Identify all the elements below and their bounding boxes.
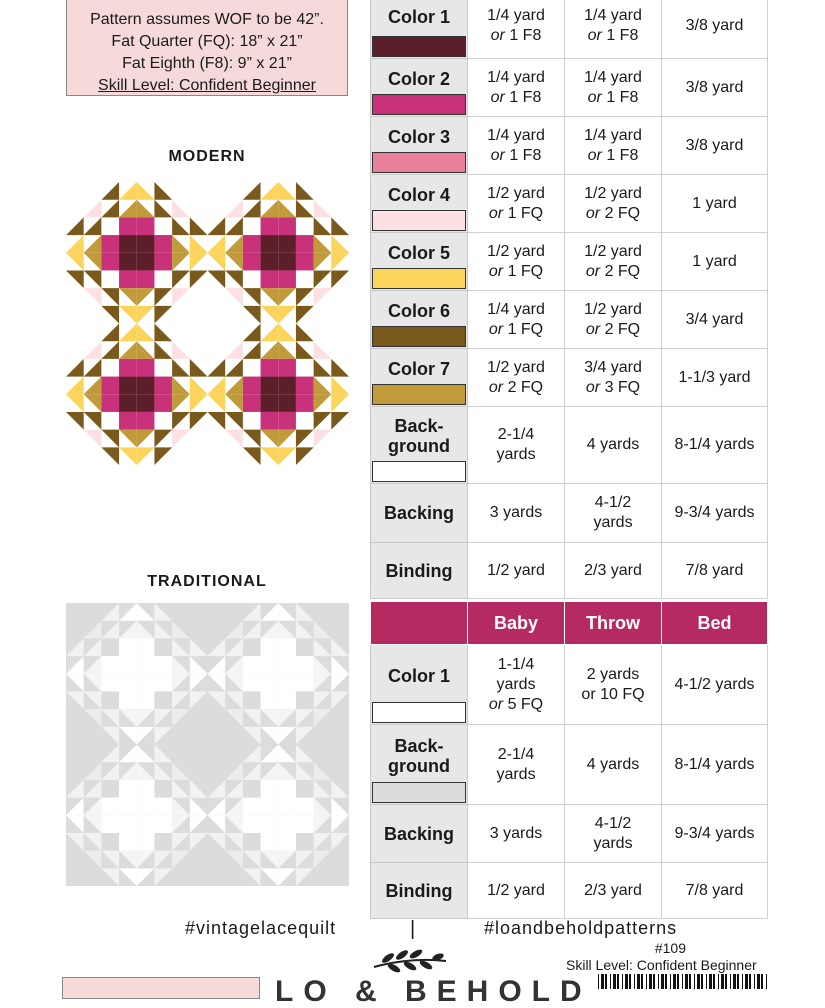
table-row <box>371 543 768 599</box>
row-label-color-7: Color 7 <box>371 349 468 407</box>
brand-logo-text: LO & BEHOLD <box>275 975 592 1008</box>
cell-bed: 8-1/4 yards <box>662 725 768 805</box>
table-row <box>371 407 768 484</box>
cell-bed: 9-3/4 yards <box>662 805 768 863</box>
row-label-binding: Binding <box>371 543 468 599</box>
table-row <box>371 0 768 59</box>
cell-bed: 1-1/3 yard <box>662 349 768 407</box>
table-row <box>371 805 768 863</box>
pattern-number: #109 <box>654 940 686 956</box>
row-label-color-5: Color 5 <box>371 233 468 291</box>
row-label-background: Back- ground <box>371 407 468 484</box>
cell-baby: 2-1/4 yards <box>468 725 565 805</box>
color-swatch <box>372 461 466 482</box>
cell-throw: 1/2 yard or 2 FQ <box>565 291 662 349</box>
table-row <box>371 117 768 175</box>
header-throw: Throw <box>565 602 662 645</box>
cell-throw: 4 yards <box>565 407 662 484</box>
color-swatch <box>372 782 466 803</box>
header-baby: Baby <box>468 602 565 645</box>
cell-throw: 2/3 yard <box>565 863 662 919</box>
cell-baby: 1/2 yard or 2 FQ <box>468 349 565 407</box>
cell-baby: 3 yards <box>468 805 565 863</box>
footer-separator: | <box>410 918 416 940</box>
cell-baby: 1/2 yard <box>468 863 565 919</box>
info-line-fq: Fat Quarter (FQ): 18” x 21” <box>111 33 303 50</box>
bottom-info-box <box>62 977 260 999</box>
table-row <box>371 233 768 291</box>
cell-throw: 1/2 yard or 2 FQ <box>565 175 662 233</box>
info-box <box>66 0 348 96</box>
cell-baby: 3 yards <box>468 484 565 543</box>
info-skill-level: Skill Level: Confident Beginner <box>98 77 316 94</box>
cell-throw: 4-1/2 yards <box>565 484 662 543</box>
cell-bed: 1 yard <box>662 175 768 233</box>
row-label-backing: Backing <box>371 484 468 543</box>
cell-baby: 1/2 yard <box>468 543 565 599</box>
cell-throw: 1/4 yard or 1 F8 <box>565 59 662 117</box>
cell-throw: 2/3 yard <box>565 543 662 599</box>
cell-bed: 7/8 yard <box>662 863 768 919</box>
table-row <box>371 59 768 117</box>
cell-baby: 1/4 yard or 1 F8 <box>468 59 565 117</box>
color-swatch <box>372 210 466 231</box>
row-label-color-1: Color 1 <box>371 645 468 725</box>
cell-bed: 3/8 yard <box>662 117 768 175</box>
cell-bed: 1 yard <box>662 233 768 291</box>
traditional-quilt-image <box>66 603 349 886</box>
cell-baby: 1/2 yard or 1 FQ <box>468 175 565 233</box>
cell-throw: 1/4 yard or 1 F8 <box>565 117 662 175</box>
cell-bed: 3/4 yard <box>662 291 768 349</box>
row-label-color-1: Color 1 <box>371 0 468 59</box>
color-swatch <box>372 384 466 405</box>
table-row <box>371 725 768 805</box>
cell-baby: 1/4 yard or 1 F8 <box>468 117 565 175</box>
cell-bed: 9-3/4 yards <box>662 484 768 543</box>
row-label-color-4: Color 4 <box>371 175 468 233</box>
row-label-color-2: Color 2 <box>371 59 468 117</box>
cell-baby: 1/2 yard or 1 FQ <box>468 233 565 291</box>
leaf-branch-icon <box>372 947 448 973</box>
color-swatch <box>372 268 466 289</box>
cell-bed: 8-1/4 yards <box>662 407 768 484</box>
table-row <box>371 484 768 543</box>
table-row <box>371 175 768 233</box>
cell-throw: 1/4 yard or 1 F8 <box>565 0 662 59</box>
traditional-fabric-table <box>370 601 768 919</box>
traditional-label: TRADITIONAL <box>147 573 267 590</box>
table-row <box>371 291 768 349</box>
cell-baby: 1/4 yard or 1 F8 <box>468 0 565 59</box>
cell-bed: 4-1/2 yards <box>662 645 768 725</box>
cell-baby: 1-1/4 yards or 5 FQ <box>468 645 565 725</box>
cell-baby: 1/4 yard or 1 FQ <box>468 291 565 349</box>
modern-fabric-table <box>370 0 768 599</box>
color-swatch <box>372 702 466 723</box>
cell-throw: 2 yards or 10 FQ <box>565 645 662 725</box>
table-header-row <box>371 602 768 645</box>
cell-throw: 4-1/2 yards <box>565 805 662 863</box>
footer-skill-level: Skill Level: Confident Beginner <box>566 957 757 973</box>
cell-throw: 3/4 yard or 3 FQ <box>565 349 662 407</box>
table-row <box>371 349 768 407</box>
barcode-icon <box>598 974 768 989</box>
color-swatch <box>372 326 466 347</box>
cell-throw: 4 yards <box>565 725 662 805</box>
color-swatch <box>372 152 466 173</box>
row-label-binding: Binding <box>371 863 468 919</box>
cell-baby: 2-1/4 yards <box>468 407 565 484</box>
header-bed: Bed <box>662 602 768 645</box>
row-label-color-3: Color 3 <box>371 117 468 175</box>
color-swatch <box>372 94 466 115</box>
row-label-background: Back- ground <box>371 725 468 805</box>
hashtag-loandbeholdpatterns[interactable]: #loandbeholdpatterns <box>484 918 678 938</box>
table-row <box>371 645 768 725</box>
table-row <box>371 863 768 919</box>
color-swatch <box>372 36 466 57</box>
modern-quilt-image <box>66 182 349 465</box>
cell-throw: 1/2 yard or 2 FQ <box>565 233 662 291</box>
row-label-color-6: Color 6 <box>371 291 468 349</box>
cell-bed: 3/8 yard <box>662 59 768 117</box>
info-line-f8: Fat Eighth (F8): 9” x 21” <box>122 55 292 72</box>
info-line-wof: Pattern assumes WOF to be 42”. <box>90 11 324 28</box>
hashtag-vintagelacequilt[interactable]: #vintagelacequilt <box>185 918 337 938</box>
row-label-backing: Backing <box>371 805 468 863</box>
header-blank <box>371 602 468 645</box>
cell-bed: 7/8 yard <box>662 543 768 599</box>
modern-label: MODERN <box>168 148 246 165</box>
cell-bed: 3/8 yard <box>662 0 768 59</box>
